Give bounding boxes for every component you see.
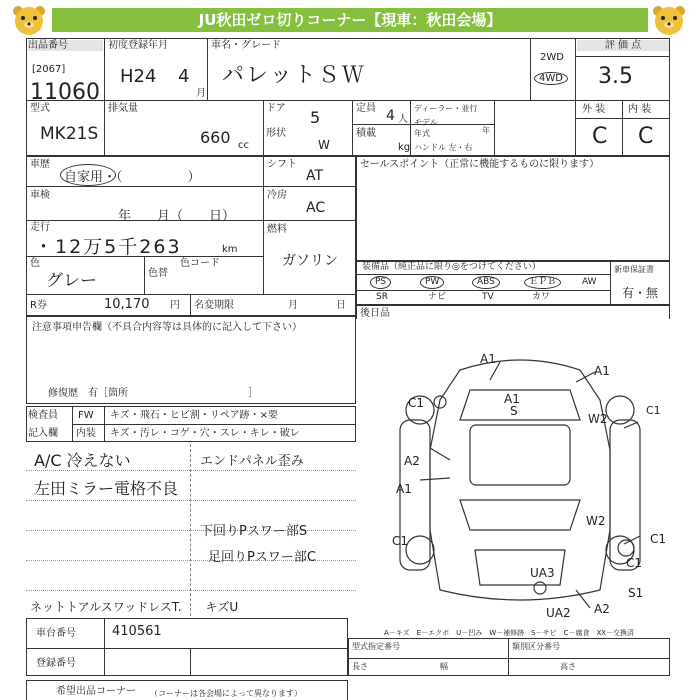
score: 3.5 (598, 64, 633, 89)
repair-label: 修復歴 有［箇所 ］ (48, 388, 258, 399)
note-line1: A/C 冷えない (34, 451, 131, 470)
color-code-label: 色コード (180, 258, 220, 269)
equip-leather: カワ (532, 292, 551, 302)
desired-note: （コーナーは各会場によって異なります） (150, 689, 302, 698)
plate-label: 登録番号 (36, 658, 76, 669)
equip-sr: SR (376, 292, 388, 302)
km-unit: km (222, 244, 238, 255)
lot-small: [2067] (32, 64, 66, 75)
mark-a1-left: A1 (396, 482, 412, 496)
mileage-label: 走行 (30, 222, 50, 233)
shift-label: シフト (267, 159, 297, 170)
lot-label: 出品番号 (28, 40, 103, 51)
mark-ua3: UA3 (530, 566, 555, 580)
equip-ps: PS (370, 276, 391, 289)
mark-a1-roof: A1 (504, 392, 520, 406)
fuel: ガソリン (282, 253, 338, 269)
diagram-legend: A－キズ E－エクボ U－凹み W－補修跡 S－サビ C－腐食 XX－交換済 (384, 629, 635, 637)
color: グレー (46, 271, 97, 291)
height-label: 高さ (560, 662, 576, 671)
note-line2: 左田ミラー電格不良 (34, 479, 179, 498)
mark-c1-wheel: C1 (626, 556, 643, 570)
fuel-label: 燃料 (267, 224, 287, 235)
bear-mascot-icon (12, 3, 46, 37)
reg-month: 4 (178, 66, 190, 87)
mark-a2-left: A2 (404, 454, 420, 468)
seats-label: 定員 (356, 103, 376, 114)
reg-label: 初度登録年月 (108, 40, 168, 51)
inspector-label: 検査員 (28, 410, 58, 421)
expiry-day: 日 (336, 300, 346, 311)
int-row-label: 内装 (76, 428, 96, 439)
cc-unit: cc (238, 140, 249, 151)
aftermarket-section (356, 305, 670, 319)
int-label: 内 装 (628, 104, 652, 115)
mark-c1-front: C1 (408, 396, 425, 410)
equip-label: 装備品（純正品に限り◎をつけてください） (362, 262, 541, 272)
mark-s-roof: S (510, 404, 518, 418)
ext-label: 外 装 (582, 104, 606, 115)
equip-epb: ＥＰＢ (524, 276, 561, 289)
seats: 4 (386, 108, 395, 124)
int-items: キズ・汚レ・コゲ・穴・スレ・キレ・破レ (110, 428, 300, 439)
mark-s1: S1 (628, 586, 644, 600)
equip-tv: TV (482, 292, 494, 302)
inspect: 年 月（ 日） (118, 209, 236, 224)
mark-w2-rear: W2 (586, 514, 606, 528)
mark-ua2: UA2 (546, 606, 571, 620)
warranty-label: 新車保証書 (614, 265, 654, 274)
note-right1: エンドパネル歪み (200, 454, 304, 469)
chassis-label: 車台番号 (36, 628, 76, 639)
mark-c1-rear-right: C1 (650, 532, 667, 546)
bear-mascot-icon (652, 3, 686, 37)
load-unit: kg (398, 142, 411, 153)
model-year-label: モデル年式 (414, 118, 438, 138)
mark-a1-top: A1 (480, 352, 496, 366)
color-label: 色 (30, 258, 40, 269)
entry-label: 記入欄 (28, 428, 58, 439)
shape-label: 形状 (266, 128, 286, 139)
load-label: 積載 (356, 128, 376, 139)
drive-2wd: 2WD (540, 52, 564, 63)
name-label: 車名・グレード (211, 40, 281, 51)
reg-year: H24 (120, 66, 157, 87)
length-label: 長さ (352, 662, 368, 671)
cc-label: 排気量 (108, 103, 138, 114)
recycle: 10,170 (104, 297, 150, 312)
door-label: ドア (266, 103, 286, 114)
ext-grade: C (592, 124, 608, 149)
sales-section (356, 156, 670, 261)
drive-4wd: 4WD (534, 72, 568, 85)
car-name: パレットＳＷ (222, 63, 366, 88)
seats-unit: 人 (398, 114, 408, 125)
year-unit: 年 (482, 126, 490, 135)
ac: AC (306, 200, 326, 216)
car-damage-diagram (380, 330, 670, 630)
history-label: 車歴 (30, 159, 50, 170)
history: 自家用・（ ） (64, 170, 201, 185)
door: 5 (310, 108, 321, 127)
recycle-label: R券 (30, 300, 47, 311)
width-label: 幅 (440, 662, 448, 671)
inspect-label: 車検 (30, 190, 50, 201)
fw-label: FW (78, 410, 94, 421)
chassis: 410561 (112, 624, 162, 639)
note-bottom: ネットトアルスワッドレスT. キズU (30, 600, 239, 614)
equip-abs: ABS (472, 276, 500, 289)
dealer-label: ディーラー・並行 (414, 104, 478, 113)
notes-label: 注意事項申告欄（不具合内容等は具体的に記入して下さい） (32, 322, 302, 333)
fw-items: キズ・飛石・ヒビ割・リペア跡・×要 (110, 410, 278, 421)
expiry-month: 月 (288, 300, 298, 311)
int-grade: C (638, 124, 654, 149)
expiry-label: 名変期限 (194, 300, 234, 311)
note-right2: 下回りPスワー部S (200, 524, 308, 539)
warranty: 有・無 (622, 286, 659, 300)
cert-label1: 型式指定番号 (352, 642, 400, 651)
shift: AT (306, 168, 324, 184)
header (0, 0, 700, 40)
equip-navi: ナビ (428, 292, 447, 302)
mark-c1-rear-left: C1 (392, 534, 409, 548)
top-section (26, 38, 670, 156)
note-right3: 足回りPスワー部C (208, 550, 316, 565)
history-circle (60, 164, 116, 186)
mark-w2-front: W2 (588, 412, 608, 426)
cert-label2: 類別区分番号 (512, 642, 560, 651)
lot-number: 11060 (30, 80, 100, 105)
header-title: JU秋田ゼロ切りコーナー【現車：秋田会場】 (52, 8, 648, 32)
equip-pw: PW (420, 276, 444, 289)
shape: W (318, 138, 330, 152)
model: MK21S (40, 124, 99, 144)
mark-a2-rear: A2 (594, 602, 610, 616)
mark-c1-right: C1 (646, 404, 661, 417)
ac-label: 冷房 (267, 190, 287, 201)
reg-month-unit: 月 (196, 88, 206, 99)
sales-label: セールスポイント（正常に機能するものに限ります） (360, 159, 600, 170)
aftermarket-label: 後日品 (360, 308, 390, 319)
color-change-label: 色替 (148, 268, 168, 279)
desired-label: 希望出品コーナー (56, 686, 136, 697)
mark-a1-right: A1 (594, 364, 610, 378)
score-label: 評 価 点 (577, 40, 669, 51)
handle-label: ハンドル 左・右 (414, 143, 473, 152)
cc: 660 (200, 128, 231, 147)
recycle-unit: 円 (170, 300, 180, 311)
equip-aw: AW (582, 277, 597, 287)
model-label: 型式 (30, 103, 50, 114)
mileage: ・12万5千263 (34, 236, 182, 258)
